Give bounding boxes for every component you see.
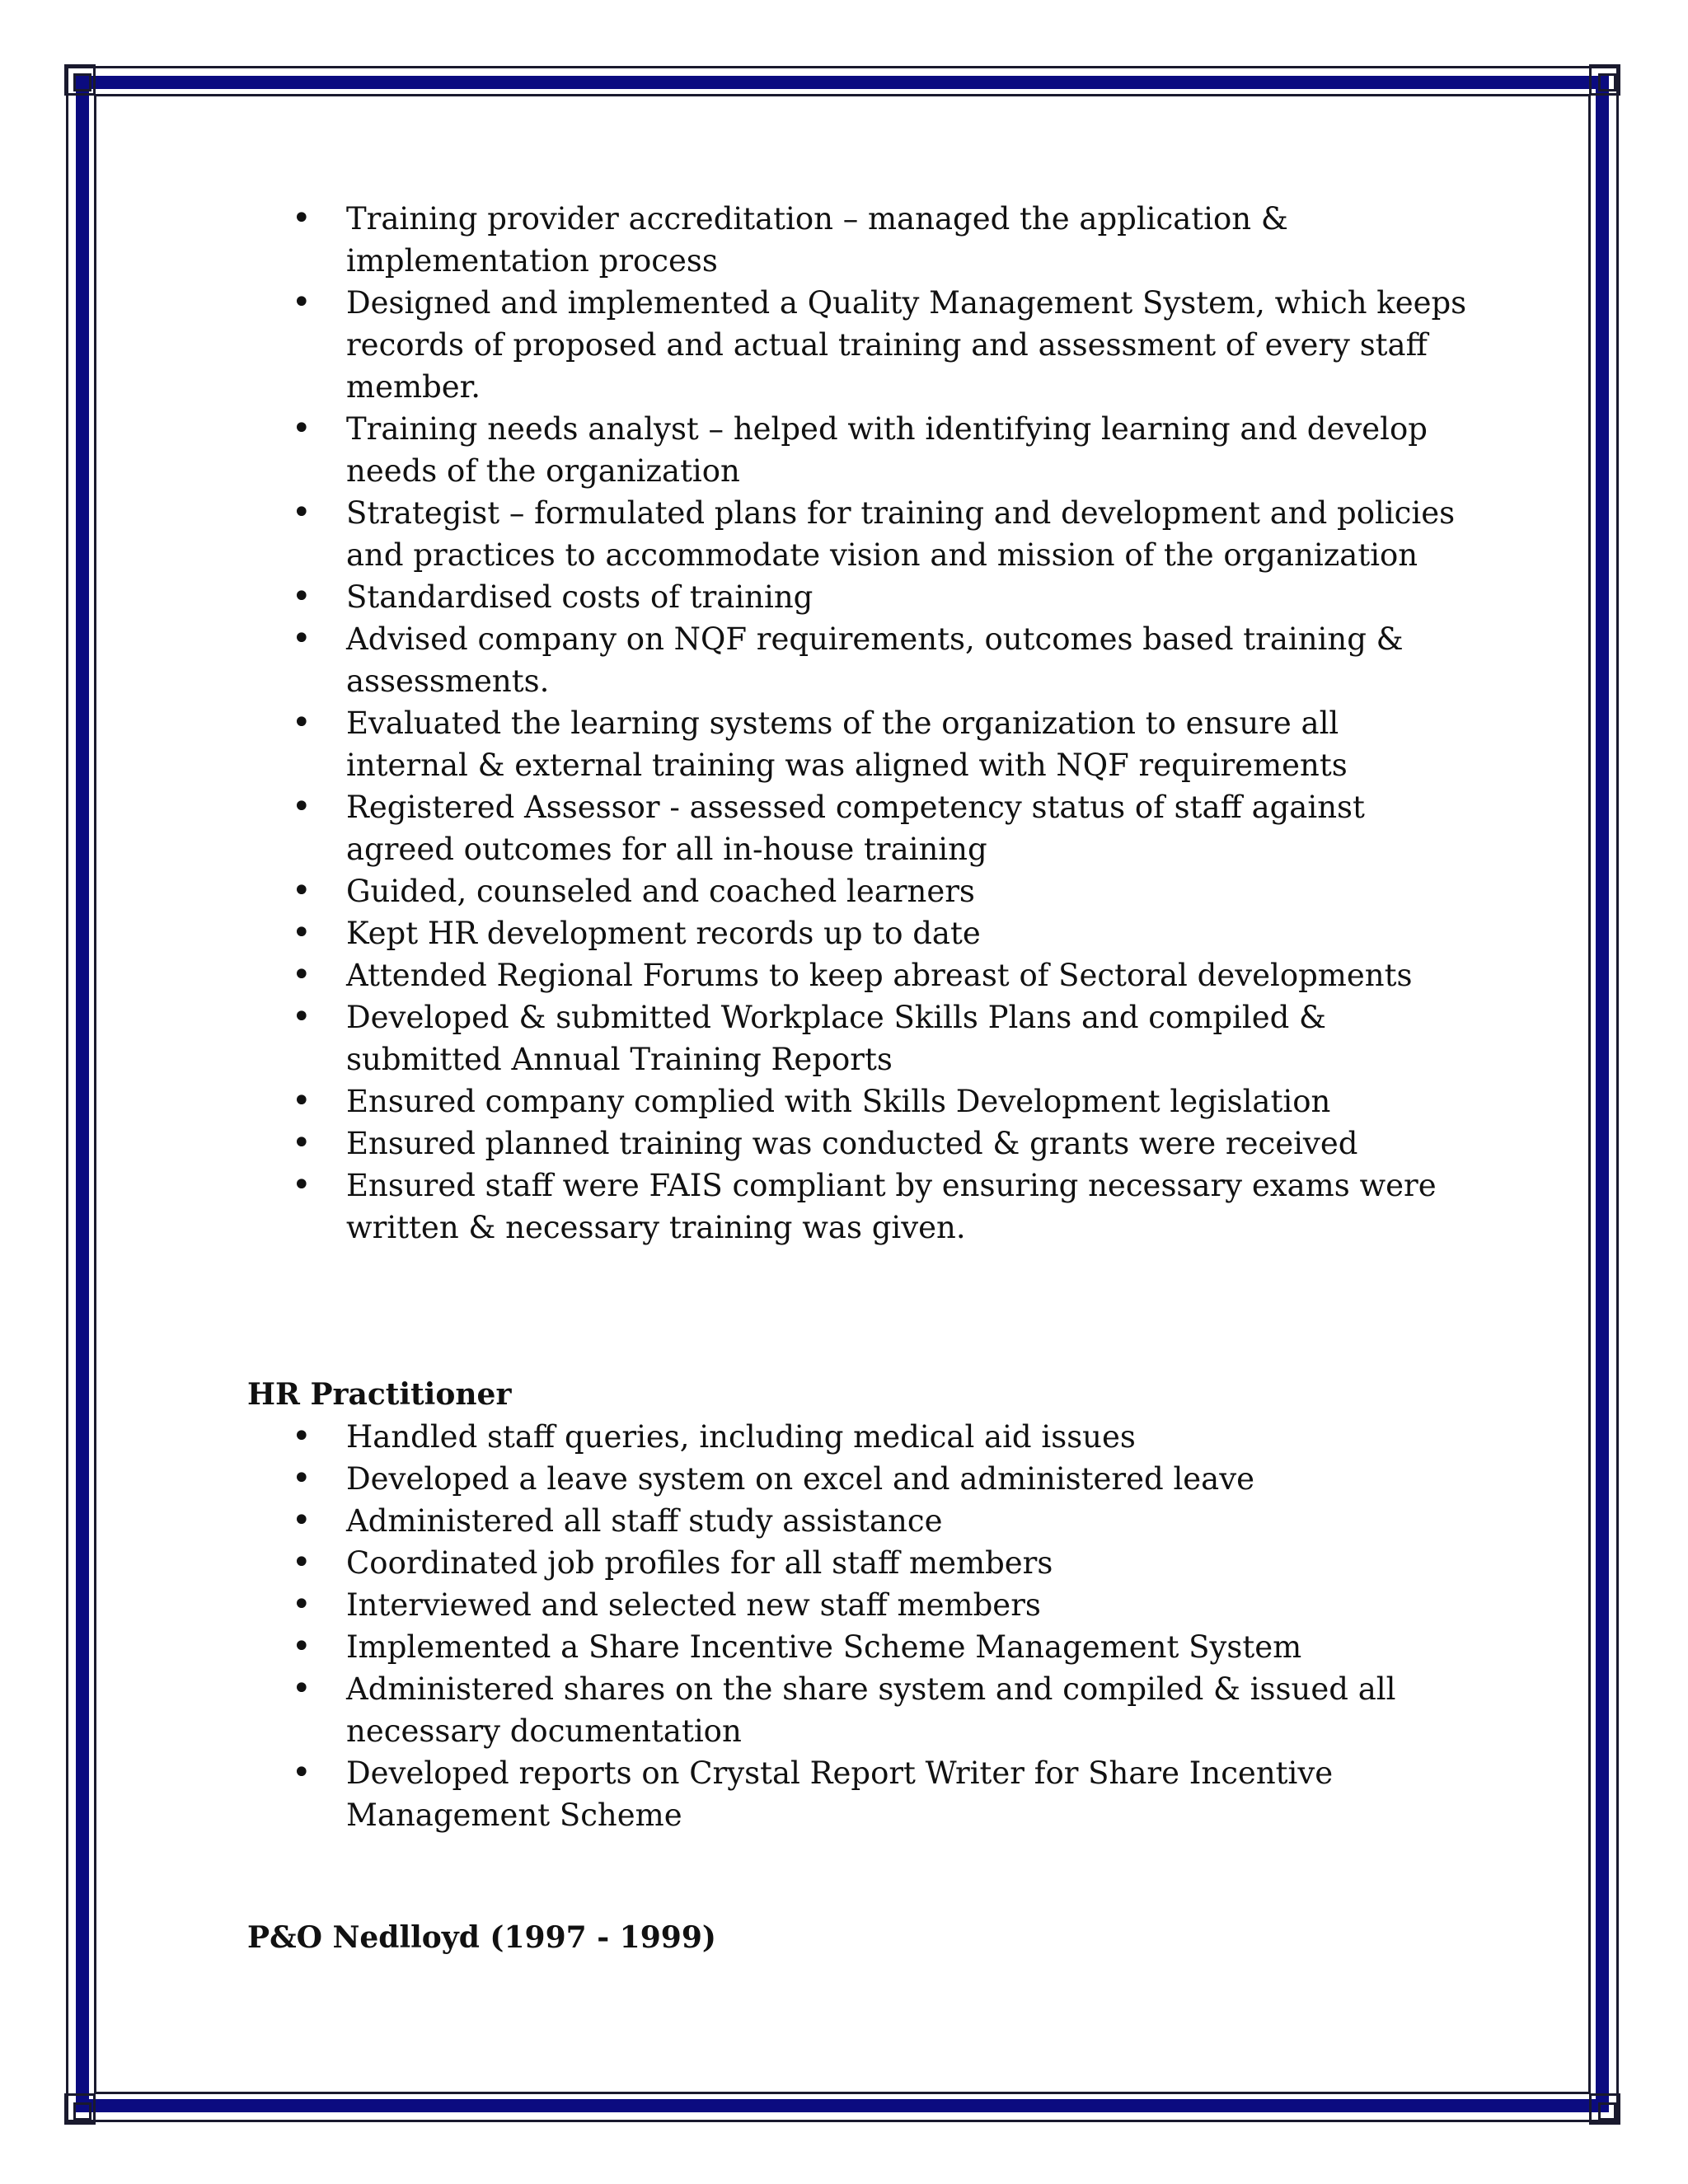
list-item: • Training provider accreditation – managed the application & implementation process (346, 198, 1467, 282)
list-item: • Administered all staff study assistance (346, 1500, 1467, 1542)
list-item: • Strategist – formulated plans for training and development and policies and practices to accommodate vision and mission of the organization (346, 492, 1467, 576)
list-item: • Evaluated the learning systems of the organization to ensure all internal & external training was aligned with NQF requirements (346, 702, 1467, 786)
list-item: • Coordinated job profiles for all staff members (346, 1542, 1467, 1584)
list-item: • Standardised costs of training (346, 576, 1467, 618)
training-duties-list (247, 198, 1467, 1249)
border-corner-top-right (1589, 64, 1620, 96)
section-spacer (247, 1836, 1467, 1917)
hr-practitioner-list (247, 1416, 1467, 1836)
list-item: • Designed and implemented a Quality Management System, which keeps records of proposed and actual training and assessment of every staff member. (346, 282, 1467, 408)
list-item: • Developed & submitted Workplace Skills Plans and compiled & submitted Annual Training Reports (346, 996, 1467, 1080)
list-item: • Implemented a Share Incentive Scheme Management System (346, 1626, 1467, 1668)
border-corner-bottom-left (64, 2093, 96, 2125)
section-spacer (247, 1249, 1467, 1374)
list-item: • Training needs analyst – helped with identifying learning and develop needs of the organization (346, 408, 1467, 492)
border-corner-top-left (64, 64, 96, 96)
list-item: • Ensured planned training was conducted & grants were received (346, 1122, 1467, 1165)
list-item: • Developed a leave system on excel and administered leave (346, 1458, 1467, 1500)
list-item: • Ensured company complied with Skills Development legislation (346, 1080, 1467, 1122)
hr-practitioner-heading: HR Practitioner (247, 1377, 512, 1412)
employer-heading: P&O Nedlloyd (1997 - 1999) (247, 1920, 716, 1955)
list-item: • Developed reports on Crystal Report Writer for Share Incentive Management Scheme (346, 1752, 1467, 1836)
list-item: • Kept HR development records up to date (346, 912, 1467, 954)
list-item: • Administered shares on the share system and compiled & issued all necessary documentation (346, 1668, 1467, 1752)
list-item: • Ensured staff were FAIS compliant by ensuring necessary exams were written & necessary training was given. (346, 1165, 1467, 1249)
list-item: • Registered Assessor - assessed competency status of staff against agreed outcomes for all in-house training (346, 786, 1467, 870)
list-item: • Advised company on NQF requirements, outcomes based training & assessments. (346, 618, 1467, 702)
list-item: • Guided, counseled and coached learners (346, 870, 1467, 912)
border-corner-bottom-right (1589, 2093, 1620, 2125)
list-item: • Attended Regional Forums to keep abreast of Sectoral developments (346, 954, 1467, 996)
list-item: • Interviewed and selected new staff members (346, 1584, 1467, 1626)
list-item: • Handled staff queries, including medical aid issues (346, 1416, 1467, 1458)
document-body (247, 198, 1467, 1959)
